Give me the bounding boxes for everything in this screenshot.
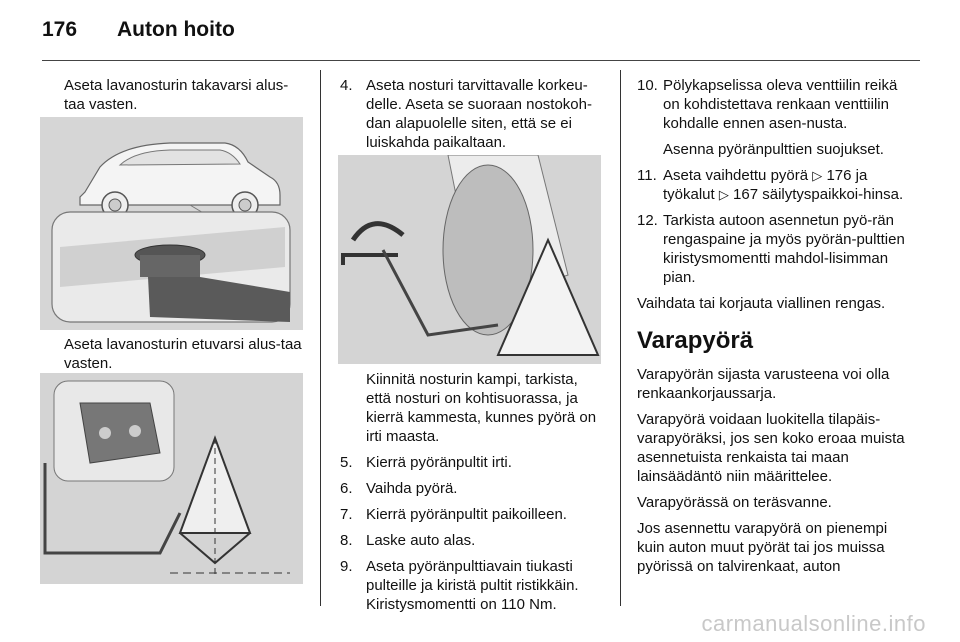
paragraph: Vaihdata tai korjauta viallinen rengas. — [637, 295, 886, 312]
column-1 — [64, 76, 304, 121]
step-text: Aseta nosturi tarvittavalle korkeu-delle. Aseta se suoraan nostokoh-dan alapuolelle siten, että se ei luiskahda paikaltaan. — [366, 77, 592, 151]
paragraph: Varapyörä voidaan luokitella tilapäis-varapyöräksi, jos sen koko eroaa muista asennetuista renkaista tai maan lainsäädäntö niin määrittelee. — [637, 411, 905, 485]
jack-with-crank-illustration — [338, 155, 601, 364]
step-number: 6. — [340, 480, 353, 497]
step-number: 12. — [637, 212, 658, 229]
header-rule — [42, 60, 920, 61]
step-text: Kierrä pyöränpultit irti. — [366, 454, 512, 471]
page-reference-link[interactable]: 167 — [733, 186, 759, 203]
paragraph: Varapyörässä on teräsvanne. — [637, 494, 832, 511]
paragraph: Jos asennettu varapyörä on pienempi kuin auton muut pyörät tai jos muissa pyörissä on talvirenkaat, auton — [637, 520, 888, 575]
step-text-part: säilytyspaikkoi-hinsa. — [758, 186, 904, 203]
page-title: Auton hoito — [117, 18, 235, 41]
step-item — [340, 557, 602, 614]
jack-crank-illustration — [40, 373, 303, 584]
step-text-part: ja työkalut — [663, 167, 868, 203]
column-3 — [637, 76, 905, 583]
step-text: Laske auto alas. — [366, 532, 476, 549]
column-2 — [340, 76, 602, 159]
figure-jack-crank — [338, 155, 601, 364]
page-number: 176 — [42, 18, 78, 41]
step-number: 5. — [340, 454, 353, 471]
step-number: 4. — [340, 77, 353, 94]
xref-arrow-icon: ▷ — [718, 187, 729, 202]
step-text-part: Aseta vaihdettu pyörä — [663, 167, 813, 184]
step-continuation: Asenna pyöränpulttien suojukset. — [663, 141, 884, 158]
section-heading: Varapyörä — [637, 327, 754, 354]
step-item — [340, 479, 602, 498]
paragraph: Varapyörän sijasta varusteena voi olla renkaankorjaussarja. — [637, 366, 890, 402]
step-item — [637, 211, 905, 287]
step-number: 8. — [340, 532, 353, 549]
paragraph: Aseta lavanosturin etuvarsi alus-taa vasten. — [64, 336, 302, 372]
step-text: Kierrä pyöränpultit paikoilleen. — [366, 506, 567, 523]
xref-arrow-icon: ▷ — [812, 168, 823, 183]
car-jack-illustration — [40, 117, 303, 330]
step-text: Pölykapselissa oleva venttiilin reikä on kohdistettava renkaan venttiilin kohdalle ennen asen-nusta. — [663, 77, 898, 132]
watermark: carmanualsonline.info — [701, 611, 926, 636]
figure-car-jack-front — [40, 373, 303, 584]
step-text: Tarkista autoon asennetun pyö-rän rengaspaine ja myös pyörän-pulttien kiristysmomentti mahdol-lisimman pian. — [663, 212, 905, 286]
step-number: 11. — [637, 167, 657, 184]
column-divider — [320, 70, 321, 606]
step-number: 9. — [340, 558, 353, 575]
figure-car-jack-rear — [40, 117, 303, 330]
step-item — [340, 531, 602, 550]
page-header — [0, 0, 960, 62]
paragraph: Aseta lavanosturin takavarsi alus-taa vasten. — [64, 77, 289, 113]
step-item — [340, 505, 602, 524]
step-item — [340, 76, 602, 152]
step-item — [637, 76, 905, 133]
step-text: Vaihda pyörä. — [366, 480, 458, 497]
step-number: 10. — [637, 77, 658, 94]
step-item — [637, 166, 905, 204]
page-reference-link[interactable]: 176 — [826, 167, 852, 184]
column-divider — [620, 70, 621, 606]
step-continuation: Kiinnitä nosturin kampi, tarkista, että nosturi on kohtisuorassa, ja kierrä kammesta, kunnes pyörä on irti maasta. — [366, 371, 597, 445]
step-number: 7. — [340, 506, 353, 523]
step-text — [663, 167, 903, 203]
column-2b — [340, 370, 602, 621]
step-item — [340, 453, 602, 472]
step-text: Aseta pyöränpulttiavain tiukasti pulteille ja kiristä pultit ristikkäin. Kiristysmomentti on 110 Nm. — [366, 558, 579, 613]
